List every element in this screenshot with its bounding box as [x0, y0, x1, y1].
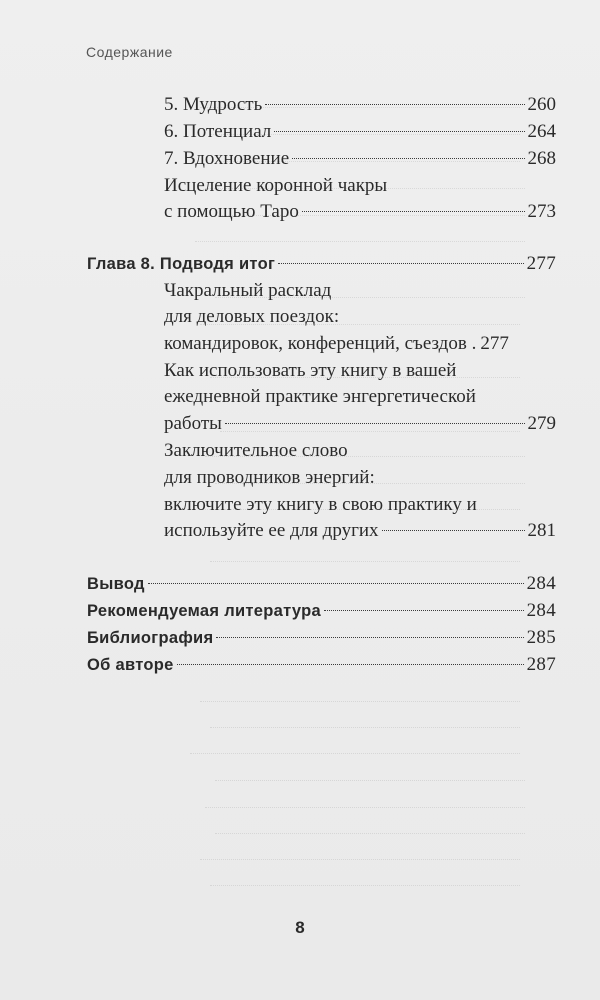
toc-entry-page: 264 [527, 121, 556, 142]
toc-how-to-use-line1: Как использовать эту книгу в вашей [164, 360, 457, 381]
chapter-title: Глава 8. Подводя итог [87, 255, 276, 273]
toc-entry-title: 5. Мудрость [164, 94, 263, 115]
toc-closing-word-line3: включите эту книгу в свою практику и [164, 494, 477, 515]
toc-entry-page: 284 [526, 600, 556, 621]
dot-leader [324, 610, 524, 611]
toc-closing-word-line2: для проводников энергий: [164, 467, 375, 488]
toc-entry-closing-word [164, 518, 556, 543]
dot-leader [302, 211, 525, 212]
toc-entry-title: используйте ее для других [164, 520, 379, 541]
toc-entry-crown-healing-line1: Исцеление коронной чакры [164, 175, 388, 196]
toc-bibliography [87, 625, 556, 650]
toc-entry-title: Рекомендуемая литература [87, 602, 322, 620]
toc-entry-title: командировок, конференций, съездов . [164, 333, 477, 354]
toc-entry-title: 6. Потенциал [164, 121, 272, 142]
toc-chakra-spread-line1: Чакральный расклад [164, 280, 332, 301]
dot-leader [216, 637, 523, 638]
toc-entry-title: с помощью Таро [164, 201, 299, 222]
toc-closing-word-line1: Заключительное слово [164, 440, 348, 461]
chapter-page: 277 [526, 253, 556, 274]
toc-entry-page: 287 [526, 654, 556, 675]
toc-entry-page: 260 [527, 94, 556, 115]
toc-entry-page: 285 [526, 627, 556, 648]
toc-how-to-use-line2: ежедневной практике энгергетической [164, 386, 476, 407]
toc-entry-page: 284 [526, 573, 556, 594]
toc-entry-crown-healing [164, 199, 556, 224]
toc-recommended-reading [87, 598, 556, 623]
toc-entry-page: 281 [527, 520, 556, 541]
toc-chapter-8 [87, 251, 556, 276]
toc-entry-title: Библиография [87, 629, 214, 647]
dot-leader [278, 263, 523, 264]
toc-entry-chakra-spread [164, 331, 556, 356]
dot-leader [177, 664, 524, 665]
toc-entry-page: 279 [527, 413, 556, 434]
toc-entry-page: 277 [480, 333, 509, 354]
toc-entry-potential [164, 119, 556, 144]
toc-entry-wisdom [164, 92, 556, 117]
toc-entry-title: Об авторе [87, 656, 174, 674]
toc-entry-title: 7. Вдохновение [164, 148, 290, 169]
toc-entry-title: Вывод [87, 575, 145, 593]
toc-entry-page: 273 [527, 201, 556, 222]
toc-entry-inspiration [164, 146, 556, 171]
running-header: Содержание [86, 44, 173, 60]
toc-entry-title: работы [164, 413, 222, 434]
toc-chakra-spread-line2: для деловых поездок: [164, 306, 340, 327]
dot-leader [382, 530, 525, 531]
toc-entry-how-to-use [164, 411, 556, 436]
dot-leader [148, 583, 524, 584]
toc-conclusion [87, 571, 556, 596]
dot-leader [225, 423, 525, 424]
dot-leader [265, 104, 524, 105]
toc-entry-page: 268 [527, 148, 556, 169]
page-number: 8 [295, 918, 305, 937]
toc-about-author [87, 652, 556, 677]
dot-leader [292, 158, 524, 159]
dot-leader [274, 131, 524, 132]
